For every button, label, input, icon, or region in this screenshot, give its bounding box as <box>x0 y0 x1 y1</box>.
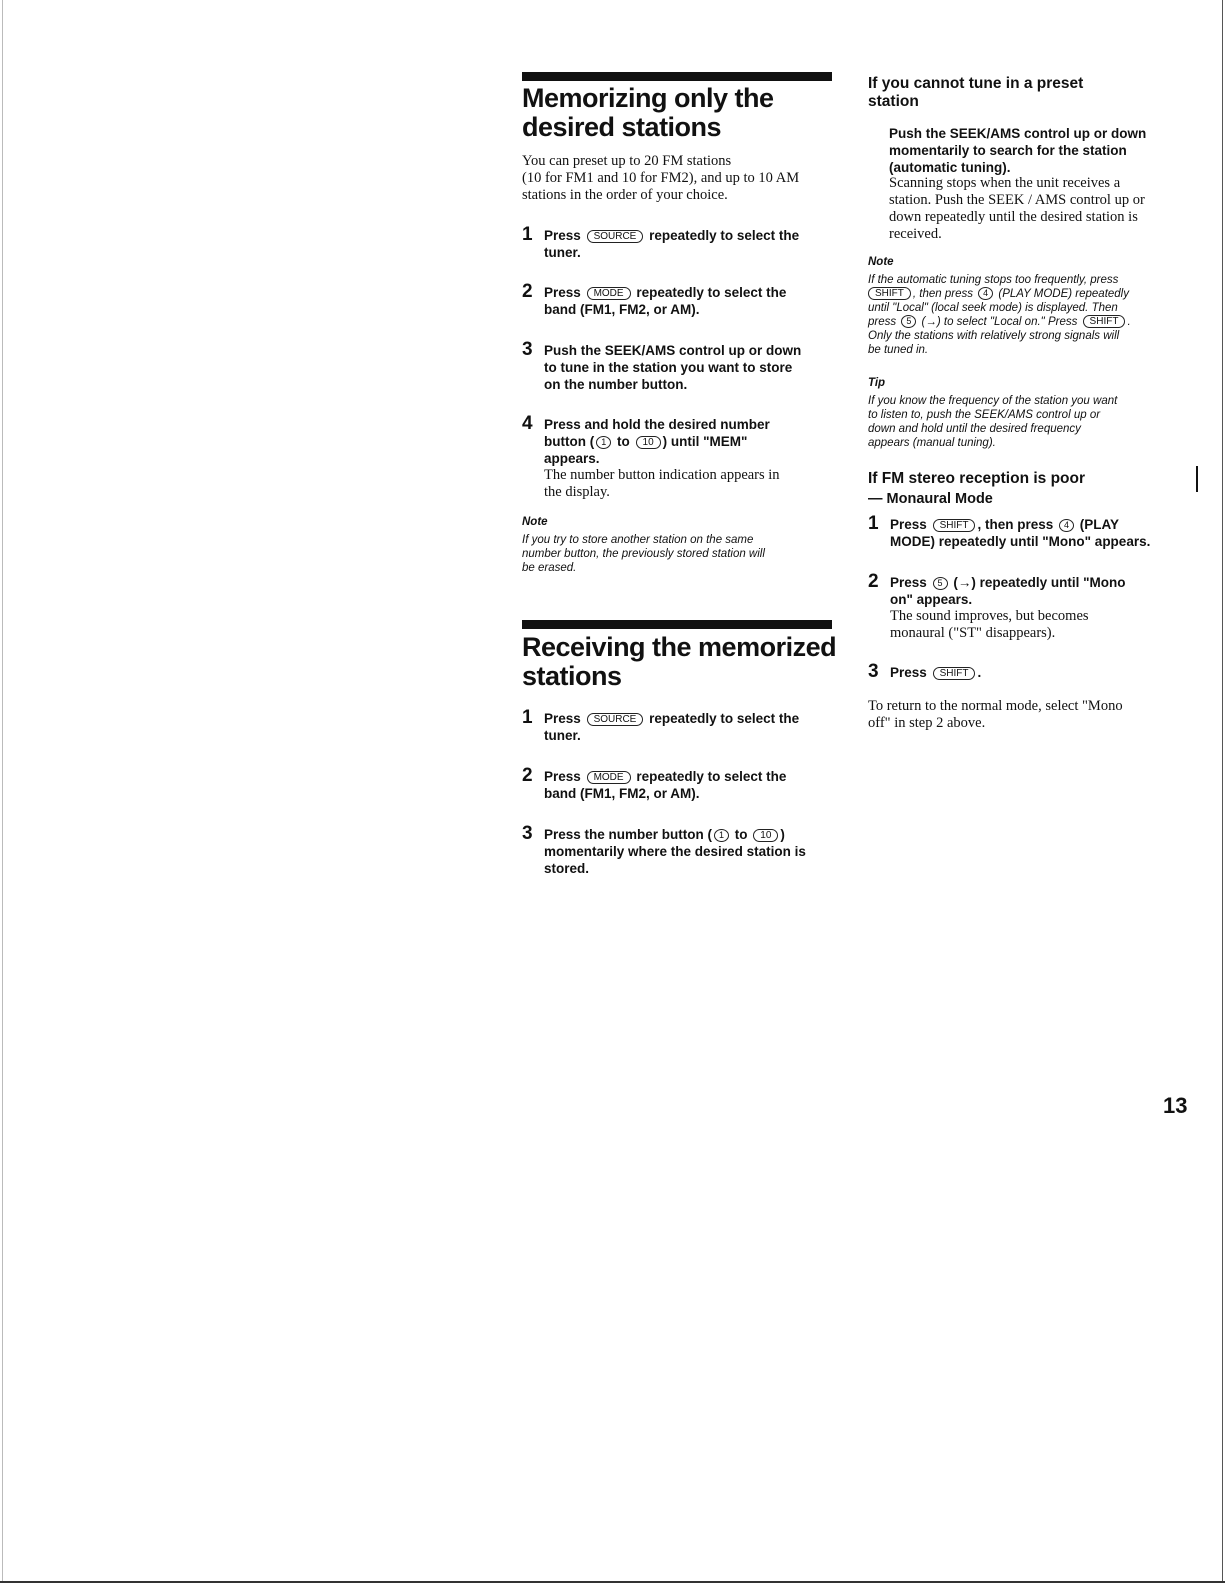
step-word: on the number button. <box>544 377 688 392</box>
step-2 <box>868 571 1178 642</box>
title-line: Receiving the memorized <box>522 632 837 662</box>
number-key-1-icon: 1 <box>596 436 611 449</box>
step-word: Press <box>890 575 927 590</box>
text-line: monaural ("ST" disappears). <box>890 625 1056 641</box>
step-text <box>890 574 1178 608</box>
title-line: desired stations <box>522 112 722 142</box>
scan-edge-right <box>1222 0 1223 1583</box>
step-text <box>544 826 837 877</box>
step-word: Press <box>890 517 927 532</box>
subsection-subtitle: — Monaural Mode <box>868 491 993 507</box>
step-text <box>890 664 1178 681</box>
subsection-title <box>868 75 1083 111</box>
step-word: to tune in the station you want to store <box>544 360 793 375</box>
subsection-title: If FM stereo reception is poor <box>868 470 1086 487</box>
step-word: Press <box>544 711 581 726</box>
step-text <box>544 284 837 318</box>
text-line: number button, the previously stored station will <box>522 548 765 560</box>
step-number: 1 <box>522 707 533 728</box>
step-word: on" appears. <box>890 592 973 607</box>
text-line: press <box>868 316 897 328</box>
step-number: 3 <box>522 339 533 360</box>
step-number: 2 <box>522 281 533 302</box>
step-description <box>544 467 837 501</box>
step-word: stored. <box>544 861 590 876</box>
step-word: Press the number button ( <box>544 827 713 842</box>
step-word: band (FM1, FM2, or AM). <box>544 786 700 801</box>
step-word: Press <box>890 665 927 680</box>
shift-key-icon: SHIFT <box>1083 315 1126 328</box>
step-3 <box>868 661 1178 682</box>
step-word: ) <box>780 827 785 842</box>
step-number: 2 <box>522 765 533 786</box>
mode-key-icon: MODE <box>587 771 631 784</box>
instruction-description <box>889 175 1145 243</box>
text-line: the display. <box>544 484 610 500</box>
step-word: repeatedly to select the <box>649 711 800 726</box>
text-line: (automatic tuning). <box>889 160 1011 175</box>
section-rule <box>522 620 832 629</box>
margin-mark <box>1196 466 1198 492</box>
step-3 <box>522 823 837 877</box>
text-line: Only the stations with relatively strong signals will <box>868 330 1120 342</box>
shift-key-icon: SHIFT <box>933 519 976 532</box>
step-word: momentarily where the desired station is <box>544 844 806 859</box>
text-line: down repeatedly until the desired station is <box>889 209 1138 225</box>
number-key-10-icon: 10 <box>636 436 661 449</box>
shift-key-icon: SHIFT <box>868 287 911 300</box>
number-key-4-icon: 4 <box>978 287 993 300</box>
step-text <box>890 516 1178 550</box>
text-line: To return to the normal mode, select "Mono <box>868 698 1123 714</box>
text-line: The sound improves, but becomes <box>890 608 1089 624</box>
title-line: stations <box>522 661 622 691</box>
text-line: Scanning stops when the unit receives a <box>889 175 1121 191</box>
tip-label: Tip <box>868 377 886 389</box>
text-line: If you try to store another station on the same <box>522 534 754 546</box>
text-line: appears (manual tuning). <box>868 437 996 449</box>
outro-paragraph <box>868 698 1123 732</box>
step-3 <box>522 339 837 393</box>
step-1 <box>522 224 837 261</box>
step-number: 3 <box>868 661 879 682</box>
text-line: Push the SEEK/AMS control up or down <box>889 126 1147 141</box>
title-line: station <box>868 93 919 110</box>
step-word: tuner. <box>544 245 581 260</box>
step-word: Press <box>544 285 581 300</box>
number-key-1-icon: 1 <box>714 829 729 842</box>
text-line: If you know the frequency of the station you want <box>868 395 1118 407</box>
step-2 <box>522 281 837 318</box>
step-number: 1 <box>522 224 533 245</box>
instruction-text <box>889 125 1146 176</box>
step-word: repeatedly to select the <box>649 228 800 243</box>
text-line: down and hold until the desired frequency <box>868 423 1081 435</box>
section-rule <box>522 72 832 81</box>
source-key-icon: SOURCE <box>587 713 644 726</box>
text-line: off" in step 2 above. <box>868 715 986 731</box>
text-line: , then press <box>912 288 973 300</box>
text-line: You can preset up to 20 FM stations <box>522 153 732 169</box>
text-line: received. <box>889 226 942 242</box>
step-text <box>544 416 837 467</box>
step-text <box>544 710 837 744</box>
text-line: stations in the order of your choice. <box>522 187 728 203</box>
source-key-icon: SOURCE <box>587 230 644 243</box>
section-title <box>522 84 774 142</box>
text-line: (10 for FM1 and 10 for FM2), and up to 10 AM <box>522 170 800 186</box>
step-word: tuner. <box>544 728 581 743</box>
text-line: until "Local" (local seek mode) is displayed. Then <box>868 302 1118 314</box>
step-text <box>544 342 837 393</box>
step-word: (→) repeatedly until "Mono <box>953 575 1126 590</box>
step-number: 1 <box>868 513 879 534</box>
step-word: MODE) repeatedly until "Mono" appears. <box>890 534 1151 549</box>
text-line: The number button indication appears in <box>544 467 780 483</box>
step-number: 2 <box>868 571 879 592</box>
page-number: 13 <box>1163 1093 1188 1118</box>
number-key-5-icon: 5 <box>933 577 948 590</box>
text-line: If the automatic tuning stops too frequently, press <box>868 274 1119 286</box>
step-1 <box>868 513 1178 550</box>
step-word: to <box>734 827 748 842</box>
title-line: If you cannot tune in a preset <box>868 75 1084 92</box>
step-4 <box>522 413 837 501</box>
text-line: station. Push the SEEK / AMS control up or <box>889 192 1145 208</box>
step-word: Press <box>544 769 581 784</box>
note-label: Note <box>868 256 894 268</box>
note-label: Note <box>522 516 548 528</box>
step-number: 4 <box>522 413 533 434</box>
text-line: be erased. <box>522 562 577 574</box>
mode-key-icon: MODE <box>587 287 631 300</box>
step-1 <box>522 707 837 744</box>
step-word: repeatedly to select the <box>636 285 787 300</box>
step-word: . <box>977 665 982 680</box>
step-text <box>544 227 837 261</box>
step-word: band (FM1, FM2, or AM). <box>544 302 700 317</box>
step-text <box>544 768 837 802</box>
step-word: to <box>617 434 630 449</box>
scan-edge-left <box>2 0 3 1583</box>
step-word: button ( <box>544 434 595 449</box>
text-line: (PLAY MODE) repeatedly <box>998 288 1129 300</box>
section-title <box>522 633 836 691</box>
step-word: Press <box>544 228 581 243</box>
step-word: appears. <box>544 451 600 466</box>
note-text <box>522 533 765 575</box>
step-word: (PLAY <box>1079 517 1120 532</box>
note-text: If the automatic tuning stops too frequently, press SHIFT , then press 4 (PLAY MODE) repeatedly until "Local" (local seek mode) is displayed. Then press 5 (→) to select "Local on." Press SHIFT . Only the stations with relatively strong signals will be tuned in. <box>868 274 1131 356</box>
step-word: Push the SEEK/AMS control up or down <box>544 343 802 358</box>
number-key-5-icon: 5 <box>901 315 916 328</box>
shift-key-icon: SHIFT <box>933 667 976 680</box>
title-line: Memorizing only the <box>522 83 774 113</box>
number-key-4-icon: 4 <box>1059 519 1074 532</box>
intro-paragraph <box>522 153 799 204</box>
step-word: ) until "MEM" <box>662 434 748 449</box>
number-key-10-icon: 10 <box>753 829 778 842</box>
text-line: to listen to, push the SEEK/AMS control up or <box>868 409 1101 421</box>
step-description <box>890 608 1178 642</box>
tip-text <box>868 394 1178 450</box>
step-word: , then press <box>977 517 1054 532</box>
text-line: (→) to select "Local on." Press <box>921 316 1078 328</box>
text-line: momentarily to search for the station <box>889 143 1127 158</box>
step-2 <box>522 765 837 802</box>
text-line: be tuned in. <box>868 344 929 356</box>
step-number: 3 <box>522 823 533 844</box>
step-word: Press and hold the desired number <box>544 417 770 432</box>
step-word: repeatedly to select the <box>636 769 787 784</box>
